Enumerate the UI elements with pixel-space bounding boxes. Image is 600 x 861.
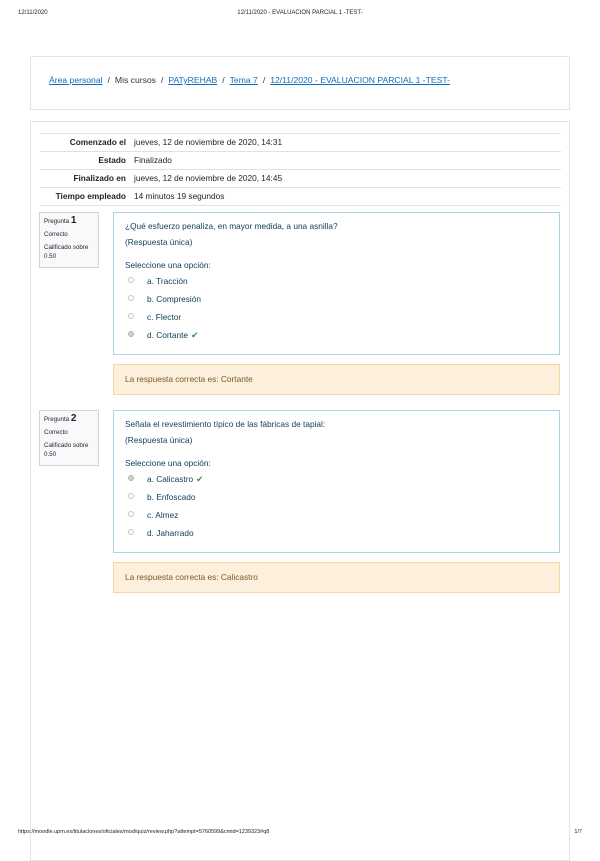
radio-icon[interactable] bbox=[128, 493, 134, 499]
radio-icon[interactable] bbox=[128, 529, 134, 535]
summary-row bbox=[40, 170, 561, 188]
breadcrumb-area-personal[interactable]: Área personal bbox=[49, 75, 103, 85]
radio-icon[interactable] bbox=[128, 475, 134, 481]
breadcrumb-separator: / bbox=[107, 75, 110, 85]
summary-label: Finalizado en bbox=[40, 170, 130, 188]
breadcrumb-separator: / bbox=[262, 75, 266, 85]
option-label: b. Compresión bbox=[147, 294, 201, 304]
question-prefix: Pregunta bbox=[44, 218, 70, 225]
print-title: 12/11/2020 - EVALUACION PARCIAL 1 -TEST- bbox=[237, 10, 363, 16]
question-type: (Respuesta única) bbox=[125, 435, 193, 445]
radio-icon[interactable] bbox=[128, 313, 134, 319]
breadcrumb-tema[interactable]: Tema 7 bbox=[229, 75, 258, 85]
answer-option[interactable] bbox=[125, 488, 548, 506]
answer-option[interactable] bbox=[125, 308, 548, 326]
radio-icon[interactable] bbox=[128, 277, 134, 283]
summary-value: jueves, 12 de noviembre de 2020, 14:31 bbox=[130, 134, 561, 152]
option-label: a. Calicastro bbox=[147, 474, 194, 484]
option-label: a. Tracción bbox=[147, 276, 188, 286]
question-type: (Respuesta única) bbox=[125, 237, 193, 247]
breadcrumb-separator: / bbox=[222, 75, 225, 85]
question-text: Señala el revestimiento típico de las fábricas de tapial: bbox=[125, 419, 326, 429]
breadcrumb-mis-cursos: Mis cursos bbox=[114, 75, 156, 85]
answer-option[interactable] bbox=[125, 272, 548, 290]
print-url: https://moodle.upm.es/titulaciones/oficiales/mod/quiz/review.php?attempt=5760599&cmid=1239323#q8 bbox=[18, 829, 270, 835]
check-icon: ✔ bbox=[196, 474, 204, 484]
attempt-summary-table bbox=[40, 133, 561, 206]
answer-option[interactable] bbox=[125, 524, 548, 542]
question-state: Correcto bbox=[44, 429, 68, 436]
answer-options bbox=[125, 470, 548, 542]
check-icon: ✔ bbox=[191, 330, 199, 340]
answer-option[interactable] bbox=[125, 326, 548, 344]
summary-value: jueves, 12 de noviembre de 2020, 14:45 bbox=[130, 170, 561, 188]
breadcrumb-separator: / bbox=[160, 75, 164, 85]
question-grade: Calificado sobre 0.50 bbox=[44, 244, 89, 260]
answer-prompt: Seleccione una opción: bbox=[125, 260, 211, 270]
print-page-number: 1/7 bbox=[574, 829, 582, 835]
summary-row bbox=[40, 188, 561, 206]
summary-label: Tiempo empleado bbox=[40, 188, 130, 206]
answer-option[interactable] bbox=[125, 470, 548, 488]
question-grade: Calificado sobre 0.50 bbox=[44, 442, 89, 458]
answer-options bbox=[125, 272, 548, 344]
print-date: 12/11/2020 bbox=[18, 10, 48, 16]
option-label: b. Enfoscado bbox=[147, 492, 196, 502]
question-number: 1 bbox=[70, 215, 77, 226]
radio-icon[interactable] bbox=[128, 295, 134, 301]
answer-option[interactable] bbox=[125, 290, 548, 308]
option-label: c. Flector bbox=[147, 312, 182, 322]
answer-prompt: Seleccione una opción: bbox=[125, 458, 211, 468]
answer-option[interactable] bbox=[125, 506, 548, 524]
summary-label: Estado bbox=[40, 152, 130, 170]
breadcrumb-course[interactable]: PATyREHAB bbox=[168, 75, 218, 85]
summary-row bbox=[40, 152, 561, 170]
summary-value: Finalizado bbox=[130, 152, 561, 170]
question-text: ¿Qué esfuerzo penaliza, en mayor medida, a una asnilla? bbox=[125, 221, 338, 231]
summary-row bbox=[40, 134, 561, 152]
summary-value: 14 minutos 19 segundos bbox=[130, 188, 561, 206]
summary-label: Comenzado el bbox=[40, 134, 130, 152]
question-prefix: Pregunta bbox=[44, 416, 70, 423]
radio-icon[interactable] bbox=[128, 511, 134, 517]
option-label: d. Jaharrado bbox=[147, 528, 194, 538]
breadcrumb-container bbox=[30, 56, 570, 110]
question-number: 2 bbox=[70, 413, 77, 424]
breadcrumb-quiz[interactable]: 12/11/2020 - EVALUACION PARCIAL 1 -TEST- bbox=[270, 75, 450, 85]
breadcrumb bbox=[49, 75, 450, 85]
correct-answer-feedback: La respuesta correcta es: Cortante bbox=[113, 364, 560, 395]
question-state: Correcto bbox=[44, 231, 68, 238]
question-info bbox=[39, 410, 99, 466]
option-label: c. Almez bbox=[147, 510, 179, 520]
question-content bbox=[113, 212, 560, 355]
question-content bbox=[113, 410, 560, 553]
correct-answer-feedback: La respuesta correcta es: Calicastro bbox=[113, 562, 560, 593]
radio-icon[interactable] bbox=[128, 331, 134, 337]
question-info bbox=[39, 212, 99, 268]
option-label: d. Cortante bbox=[147, 330, 189, 340]
